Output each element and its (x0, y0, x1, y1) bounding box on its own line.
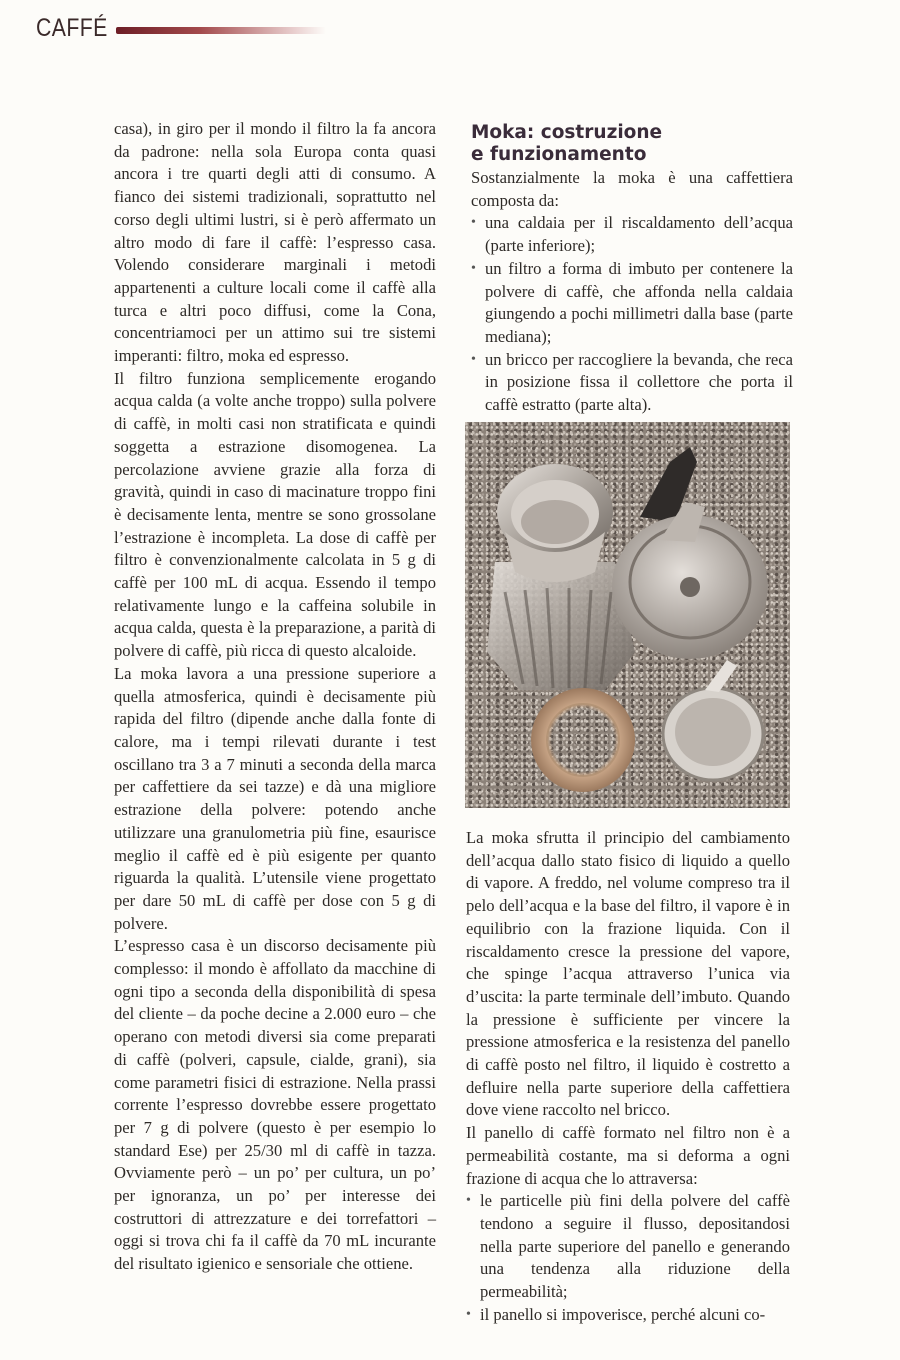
right-column-top (471, 122, 793, 417)
effects-list (466, 1190, 790, 1326)
paragraph: La moka sfrutta il principio del cambiamento dell’acqua dallo stato fisico di liquido a quello di vapore. A freddo, nel volume compreso tra il pelo dell’acqua e la base del filtro, il vapore è in equilibrio con la frazione liquida. Con il riscaldamento cresce la pressione del vapore, che spinge l’acqua attraverso l’unica via d’uscita: la parte terminale dell’imbuto. Quando la pressione è sufficiente per vincere la pressione atmosferica e la resistenza del panello di caffè posto nel filtro, il liquido è costretto a defluire nella parte superiore della caffettiera dove viene raccolto nel bricco. (466, 828, 790, 1120)
paragraph: Il panello di caffè formato nel filtro non è a permeabilità costante, ma si deforma a ogni frazione di acqua che lo attraversa: (466, 1123, 790, 1188)
list-item: • un filtro a forma di imbuto per contenere la polvere di caffè, che affonda nella caldaia giungendo a pochi millimetri dalla base (parte mediana); (471, 258, 793, 349)
moka-photo (465, 422, 790, 808)
section-title: CAFFÉ (36, 14, 108, 42)
page-header (36, 8, 336, 48)
list-item: • le particelle più fini della polvere del caffè tendono a seguire il flusso, depositandosi nella parte superiore del panello e generando una tendenza alla riduzione della permeabilità; (466, 1190, 790, 1304)
filter-plate (663, 660, 763, 780)
paragraph: casa), in giro per il mondo il filtro la fa ancora da padrone: nella sola Europa conta quasi ancora i tre quarti degli atti di consumo. A fianco dei sistemi tradizionali, soprattutto nel corso degli ultimi lustri, si è però affermato un altro modo di fare il caffè: l’espresso casa. Volendo considerare marginali i metodi appartenenti a culture locali come il caffè alla turca e altri poco diffusi, come la Cona, concentriamoci per un attimo sui tre sistemi imperanti: filtro, moka ed espresso. (114, 119, 436, 366)
gasket-ring (531, 688, 635, 792)
intro-paragraph: Sostanzialmente la moka è una caffettiera composta da: (471, 168, 793, 210)
header-rule (116, 27, 326, 34)
right-column-bottom (466, 827, 790, 1326)
paragraph: La moka lavora a una pressione superiore a quella atmosferica, quindi è decisamente più rapida del filtro (dipende anche dalla fonte di calore, ma i tempi rilevati durante i test oscillano tra 3 a 7 minuti a seconda della marca per caffettiere da sei tazze) e dà una migliore estrazione della polvere: potendo anche utilizzare una granulometria più fine, esaurisce meglio il caffè ed è più esigente per quanto riguarda la qualità. L’utensile viene progettato per dare 50 mL di caffè per dose con 5 g di polvere. (114, 663, 436, 933)
left-column (114, 118, 436, 1276)
heading-line: Moka: costruzione (471, 122, 663, 143)
section-heading (471, 122, 793, 166)
paragraph: L’espresso casa è un discorso decisamente più complesso: il mondo è affollato da macchine di ogni tipo a seconda della disponibilità di spesa del cliente – da poche decine a 2.000 euro – che operano con metodi diversi sia come preparati di caffè (polveri, capsule, cialde, grani), sia come parametri fisici di estrazione. Nella prassi corrente l’espresso dovrebbe essere progettato per 7 g di polvere (questo è per esempio lo standard Ese) per 25/30 ml di caffè in tazza. Ovviamente però – un po’ per cultura, un po’ per ignoranza, un po’ per interesse dei costruttori di attrezzature e dei torrefattori – oggi si trova chi fa il caffè da 70 mL incurante del risultato igienico e sensoriale che ottiene. (114, 936, 436, 1274)
list-item: • una caldaia per il riscaldamento dell’acqua (parte inferiore); (471, 212, 793, 257)
upper-chamber-lid (612, 447, 768, 659)
list-item: • il panello si impoverisce, perché alcuni co- (466, 1304, 790, 1327)
heading-line: e funzionamento (471, 144, 647, 165)
list-item: • un bricco per raccogliere la bevanda, che reca in posizione fissa il collettore che porta il caffè estratto (parte alta). (471, 349, 793, 417)
paragraph: Il filtro funziona semplicemente erogando acqua calda (a volte anche troppo) sulla polvere di caffè, in molti casi non stratificata e quindi soggetta a estrazione disomogenea. La percolazione avviene grazie alla forza di gravità, quindi in caso di macinature troppo fini è decisamente lenta, mentre se sono grossolane l’estrazione è incompleta. La dose di caffè per filtro è convenzionalmente calcolata in 5 g di caffè per 100 mL di acqua. Essendo il tempo relativamente lungo e la caffeina solubile in acqua calda, questa è la preparazione, a parità di polvere di caffè, più ricca di questo alcaloide. (114, 368, 436, 661)
moka-parts-illustration (465, 422, 790, 808)
components-list (471, 212, 793, 416)
